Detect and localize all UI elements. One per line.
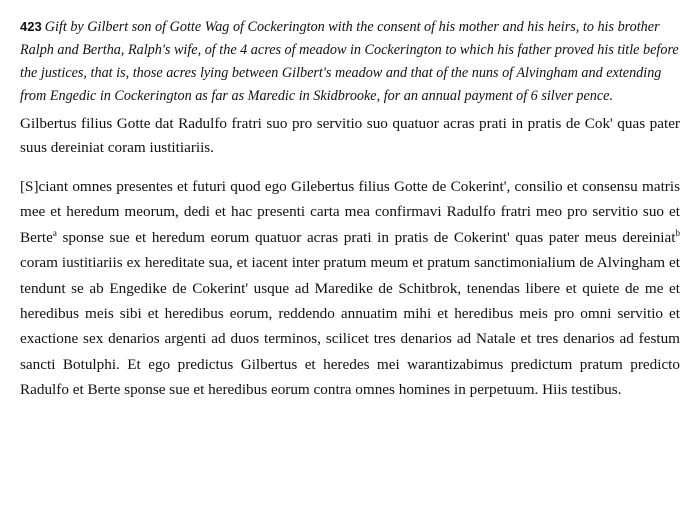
charter-text [20,174,680,403]
footnote-marker-a: a [52,227,57,238]
charter-text-part-3: coram iustitiariis ex hereditate sua, et iacent inter pratum meum et pratum sanctimonialium de Alvingham et tendunt se ab Engedike de Cokerint' usque ad Maredike de Schitbrok, tenendas libere et quiete de me et heredibus meis sibi et heredibus eorum, reddendo annuatim mihi et heredibus meis pro omni servitio et exactione sex denarios argenti ad duos terminos, scilicet tres denarios ad Natale et tres denarios ad festum sancti Botulphi. Et ego predictus Gilbertus et heredes mei warantizabimus predictum pratum predicto Radulfo et Berte sponse sue et heredibus eorum contra omnes homines in perpetuum. Hiis testibus. [20,254,680,399]
entry-summary [20,15,680,108]
entry-number: 423 [20,19,42,34]
footnote-marker-b: b [675,227,680,238]
charter-text-part-1: [S]ciant omnes presentes et futuri quod ego Gilebertus filius Gotte de Cokerint', consilio et consensu matris mee et heredum meorum, dedi et hac presenti carta mea confirmavi Radulfo fratri meo pro servitio suo et Berte [20,178,680,246]
latin-rubric: Gilbertus filius Gotte dat Radulfo fratri suo pro servitio suo quatuor acras prati in pratis de Cok' quas pater suus dereiniat coram iustitiariis. [20,115,680,156]
charter-text-part-2: sponse sue et heredum eorum quatuor acras prati in pratis de Cokerint' quas pater meus dereiniat [56,228,676,246]
summary-text: Gift by Gilbert son of Gotte Wag of Cockerington with the consent of his mother and his heirs, to his brother Ralph and Bertha, Ralph's wife, of the 4 acres of meadow in Cockerington to which his father proved his title before the justices, that is, those acres lying between Gilbert's meadow and that of the nuns of Alvingham and extending from Engedic in Cockerington as far as Maredic in Skidbrooke, for an annual payment of 6 silver pence. [20,19,679,104]
